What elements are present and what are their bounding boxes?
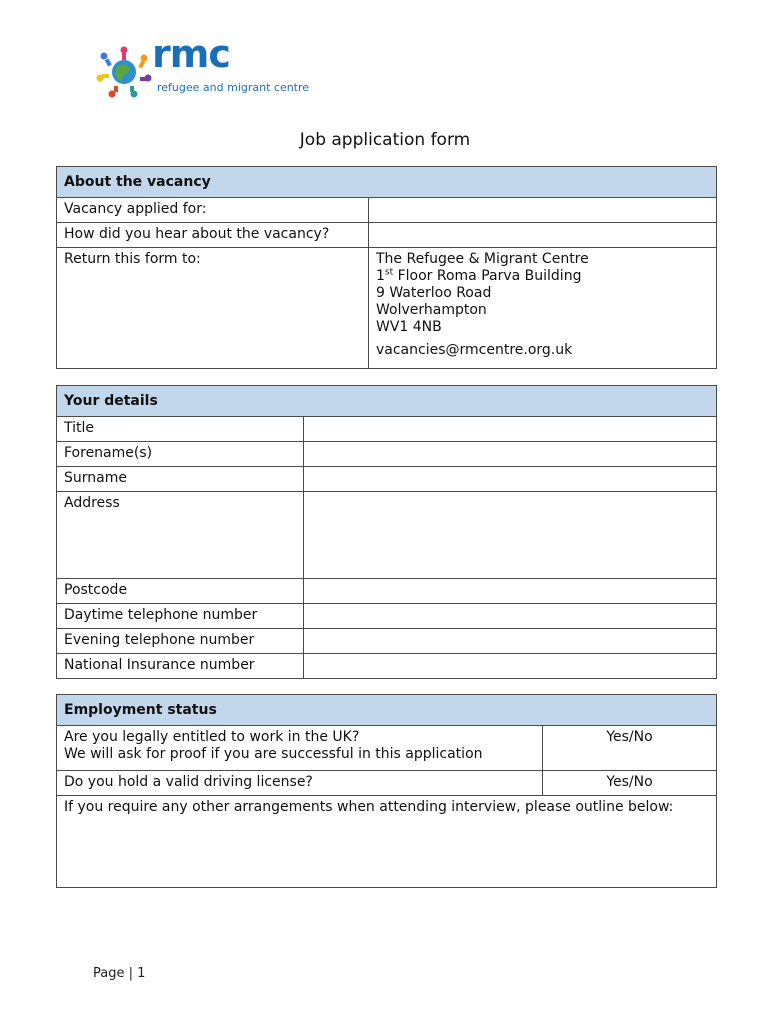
vacancy-heard-field[interactable] (369, 223, 717, 248)
page-number: Page | 1 (93, 966, 146, 981)
rmc-logo (94, 32, 334, 100)
address-line-2: 9 Waterloo Road (376, 285, 492, 301)
address-field[interactable] (304, 492, 717, 579)
vacancy-section (56, 166, 717, 369)
vacancy-header: About the vacancy (57, 167, 717, 198)
postcode-label: Postcode (57, 579, 304, 604)
ni-number-label: National Insurance number (57, 654, 304, 679)
evening-phone-label: Evening telephone number (57, 629, 304, 654)
employment-header: Employment status (57, 695, 717, 726)
forename-label: Forename(s) (57, 442, 304, 467)
address-org: The Refugee & Migrant Centre (376, 251, 589, 267)
work-entitlement-answer[interactable]: Yes/No (543, 726, 717, 771)
forename-field[interactable] (304, 442, 717, 467)
daytime-phone-label: Daytime telephone number (57, 604, 304, 629)
employment-section (56, 694, 717, 888)
details-header: Your details (57, 386, 717, 417)
address-postcode: WV1 4NB (376, 319, 442, 335)
driving-license-answer[interactable]: Yes/No (543, 771, 717, 796)
title-field[interactable] (304, 417, 717, 442)
postcode-field[interactable] (304, 579, 717, 604)
title-label: Title (57, 417, 304, 442)
vacancy-applied-field[interactable] (369, 198, 717, 223)
daytime-phone-field[interactable] (304, 604, 717, 629)
vacancies-email[interactable]: vacancies@rmcentre.org.uk (376, 342, 573, 358)
surname-label: Surname (57, 467, 304, 492)
details-section (56, 385, 717, 679)
evening-phone-field[interactable] (304, 629, 717, 654)
address-label: Address (57, 492, 304, 579)
work-entitlement-question: Are you legally entitled to work in the UK? We will ask for proof if you are successful in this application (57, 726, 543, 771)
vacancy-applied-label: Vacancy applied for: (57, 198, 369, 223)
return-address (369, 248, 717, 369)
globe-people-icon (94, 44, 154, 100)
address-line-1: 1st Floor Roma Parva Building (376, 267, 582, 284)
logo-wordmark: rmc (152, 32, 230, 76)
address-line-3: Wolverhampton (376, 302, 487, 318)
driving-license-question: Do you hold a valid driving license? (57, 771, 543, 796)
arrangements-field[interactable]: If you require any other arrangements when attending interview, please outline below: (57, 796, 717, 888)
return-form-label: Return this form to: (57, 248, 369, 369)
ni-number-field[interactable] (304, 654, 717, 679)
page-title: Job application form (299, 130, 471, 150)
logo-tagline: refugee and migrant centre (157, 81, 310, 94)
surname-field[interactable] (304, 467, 717, 492)
vacancy-heard-label: How did you hear about the vacancy? (57, 223, 369, 248)
